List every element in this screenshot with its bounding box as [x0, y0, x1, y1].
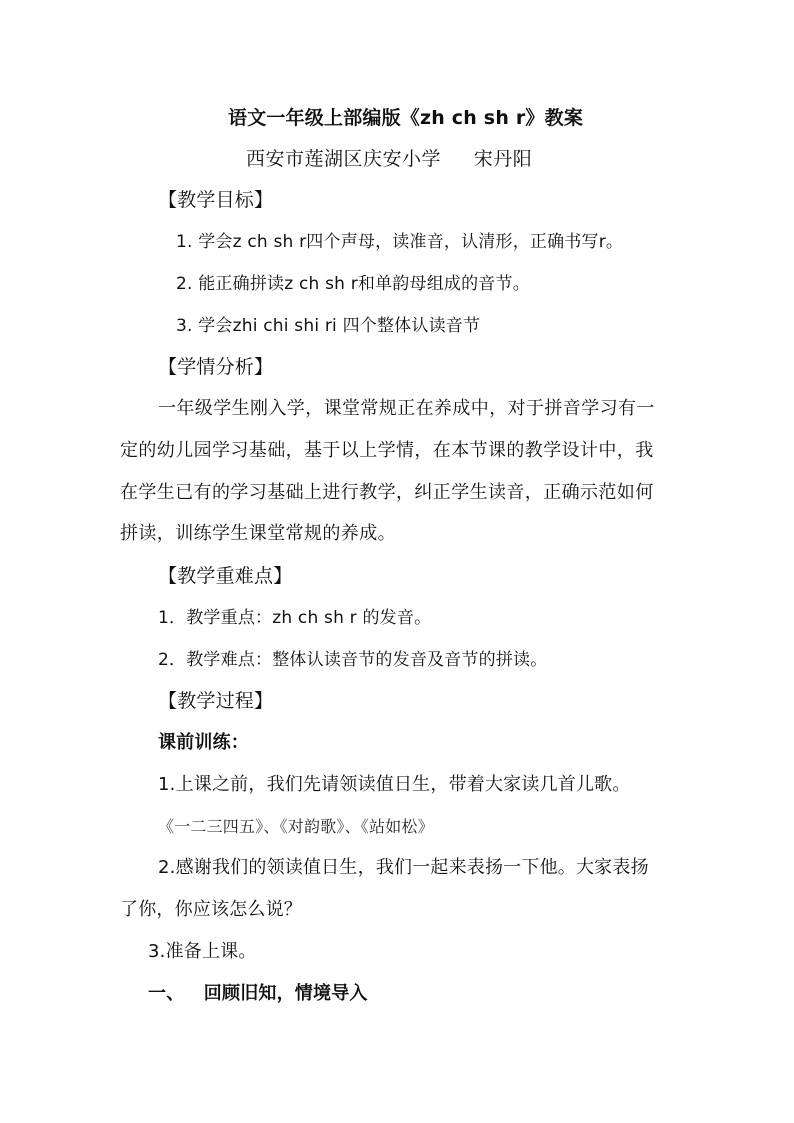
keypoint-item-1: 1．教学重点：zh ch sh r 的发音。	[158, 608, 432, 628]
process-step-1: 1.上课之前，我们先请领读值日生，带着大家读几首儿歌。	[158, 774, 631, 795]
keypoints-heading: 【教学重难点】	[158, 565, 293, 587]
analysis-line-4: 拼读，训练学生课堂常规的养成。	[120, 523, 396, 544]
pre-class-title: 课前训练：	[158, 732, 249, 753]
objective-item-1: 1. 学会z ch sh r四个声母，读准音，认清形，正确书写r。	[176, 232, 624, 252]
process-step-2: 2.感谢我们的领读值日生，我们一起来表扬一下他。大家表扬	[158, 857, 649, 878]
process-step-songs: 《一二三四五》、《对韵歌》、《站如松》	[158, 817, 434, 836]
keypoint-item-2: 2．教学难点：整体认读音节的发音及音节的拼读。	[158, 650, 548, 670]
analysis-line-2: 定的幼儿园学习基础，基于以上学情，在本节课的教学设计中，我	[120, 440, 654, 461]
analysis-heading: 【学情分析】	[158, 356, 274, 378]
objective-item-2: 2. 能正确拼读z ch sh r和单韵母组成的音节。	[176, 274, 530, 294]
document-author: 西安市莲湖区庆安小学 宋丹阳	[246, 148, 533, 170]
section-one-title: 一、 回顾旧知，情境导入	[148, 983, 368, 1004]
process-step-2-cont: 了你，你应该怎么说？	[120, 899, 302, 920]
analysis-line-3: 在学生已有的学习基础上进行教学，纠正学生读音，正确示范如何	[120, 482, 654, 503]
document-title: 语文一年级上部编版《zh ch sh r》教案	[228, 107, 584, 129]
analysis-line-1: 一年级学生刚入学，课堂常规正在养成中，对于拼音学习有一	[158, 398, 655, 419]
process-step-3: 3.准备上课。	[148, 941, 257, 962]
objective-item-3: 3. 学会zhi chi shi ri 四个整体认读音节	[176, 316, 481, 336]
objectives-heading: 【教学目标】	[158, 189, 274, 211]
process-heading: 【教学过程】	[158, 690, 274, 712]
